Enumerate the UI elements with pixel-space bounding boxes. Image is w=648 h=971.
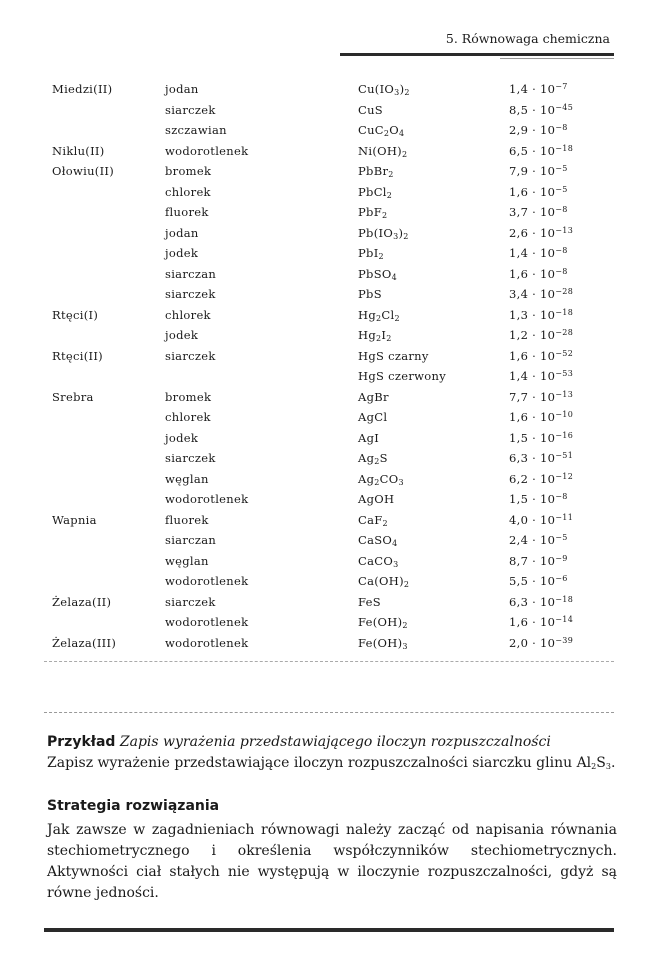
cell-formula: $Cu(IO_3)_2$ [358, 82, 410, 97]
cell-formula: PbCl$_2$ [358, 184, 393, 200]
cell-ksp: $6,3 \cdot 10^{-51}$ [509, 451, 574, 465]
cell-anion: siarczek [165, 594, 216, 609]
table-row [52, 492, 622, 513]
cell-formula: CaSO$_4$ [358, 533, 398, 548]
table-row [52, 287, 622, 308]
cell-formula: CaF$_2$ [358, 512, 388, 528]
table-row [52, 164, 622, 185]
cell-ksp: $1,6 \cdot 10^{-8}$ [509, 266, 568, 281]
cell-ksp: $8,7 \cdot 10^{-9}$ [509, 553, 568, 568]
cell-formula: $Hg_2I_2$ [358, 328, 392, 343]
cell-ksp: $6,3 \cdot 10^{-18}$ [509, 594, 574, 609]
cell-anion: wodorotlenek [165, 143, 249, 158]
cell-metal: Ołowiu(II) [52, 164, 115, 178]
table-row [52, 615, 622, 636]
table-row [52, 205, 622, 226]
cell-formula: PbS [358, 287, 382, 301]
strategy-body: Jak zawsze w zagadnieniach równowagi należy zacząć od napisania równania stechiometrycznego i określenia współczynników stechiometrycznych. Aktywności ciał stałych nie występują w iloczynie rozpuszczalności, gdyż są równe jedności. [47, 822, 617, 901]
cell-anion: bromek [165, 389, 212, 404]
cell-metal: Żelaza(III) [52, 635, 117, 650]
running-header: 5. Równowaga chemiczna [445, 31, 610, 46]
cell-formula: $Ni(OH)_2$ [358, 143, 408, 159]
cell-ksp: $1,6 \cdot 10^{-14}$ [509, 615, 574, 629]
cell-anion: wodorotlenek [165, 574, 249, 588]
cell-formula: PbF$_2$ [358, 205, 388, 220]
cell-anion: bromek [165, 164, 212, 178]
cell-anion: wodorotlenek [165, 635, 249, 650]
table-row [52, 533, 622, 554]
cell-anion: wodorotlenek [165, 615, 249, 629]
cell-ksp: $1,4 \cdot 10^{-8}$ [509, 246, 568, 260]
cell-formula: HgS czerwony [358, 369, 446, 383]
cell-ksp: $2,0 \cdot 10^{-39}$ [509, 635, 574, 650]
table-row [52, 226, 622, 247]
cell-formula: $Hg_2Cl_2$ [358, 307, 400, 323]
cell-formula: $Ag_2CO_3$ [358, 471, 404, 487]
cell-ksp: $7,9 \cdot 10^{-5}$ [509, 164, 568, 178]
cell-anion: chlorek [165, 410, 211, 424]
cell-formula: FeS [358, 594, 381, 609]
table-row [52, 328, 622, 349]
cell-anion: siarczek [165, 451, 216, 465]
table-row [52, 308, 622, 329]
table-row [52, 410, 622, 431]
table-row [52, 82, 622, 103]
table-row [52, 144, 622, 165]
cell-ksp: $2,4 \cdot 10^{-5}$ [509, 533, 568, 547]
cell-formula: AgI [358, 430, 380, 445]
cell-formula: $Fe(OH)_2$ [358, 615, 408, 630]
cell-ksp: $6,5 \cdot 10^{-18}$ [509, 143, 574, 158]
cell-ksp: $3,4 \cdot 10^{-28}$ [509, 287, 574, 301]
cell-ksp: $1,6 \cdot 10^{-10}$ [509, 410, 574, 424]
strategy-heading: Strategia rozwiązania [47, 798, 220, 814]
cell-ksp: $1,6 \cdot 10^{-52}$ [509, 348, 574, 363]
cell-formula: AgCl [358, 410, 388, 424]
cell-ksp: $1,5 \cdot 10^{-16}$ [509, 430, 574, 445]
cell-ksp: $5,5 \cdot 10^{-6}$ [509, 574, 568, 588]
cell-formula: PbI$_2$ [358, 246, 384, 261]
cell-metal: Rtęci(II) [52, 348, 103, 363]
example-task: Zapisz wyrażenie przedstawiające iloczyn rozpuszczalności siarczku glinu $Al_2S_3$. [47, 755, 616, 771]
cell-formula: $Fe(OH)_3$ [358, 635, 408, 651]
cell-anion: chlorek [165, 307, 211, 322]
cell-formula: AgOH [358, 492, 395, 506]
table-row [52, 390, 622, 411]
table-row [52, 595, 622, 616]
header-rule-thin [500, 58, 614, 59]
table-bottom-divider [44, 661, 614, 662]
cell-ksp: $3,7 \cdot 10^{-8}$ [509, 205, 568, 219]
cell-formula: CaCO$_3$ [358, 553, 399, 569]
cell-ksp: $1,4 \cdot 10^{-53}$ [509, 369, 574, 383]
cell-anion: jodek [165, 328, 199, 342]
table-row [52, 246, 622, 267]
cell-formula: $CuC_2O_4$ [358, 123, 405, 138]
cell-metal: Żelaza(II) [52, 594, 112, 609]
cell-anion: chlorek [165, 184, 211, 199]
example-title: Zapis wyrażenia przedstawiającego iloczyn rozpuszczalności [119, 734, 551, 750]
cell-ksp: $1,4 \cdot 10^{-7}$ [509, 82, 568, 96]
cell-ksp: $2,9 \cdot 10^{-8}$ [509, 123, 568, 137]
cell-anion: siarczek [165, 348, 216, 363]
table-row [52, 574, 622, 595]
cell-metal: Rtęci(I) [52, 307, 99, 322]
cell-formula: PbSO$_4$ [358, 266, 397, 282]
cell-ksp: $7,7 \cdot 10^{-13}$ [509, 389, 574, 404]
cell-formula: $Ca(OH)_2$ [358, 574, 410, 589]
table-row [52, 267, 622, 288]
table-row [52, 636, 622, 657]
cell-anion: wodorotlenek [165, 492, 249, 506]
cell-anion: fluorek [165, 205, 209, 219]
cell-anion: jodek [165, 246, 199, 260]
cell-ksp: $6,2 \cdot 10^{-12}$ [509, 471, 574, 486]
cell-anion: siarczek [165, 102, 216, 117]
cell-ksp: $1,5 \cdot 10^{-8}$ [509, 492, 568, 506]
table-row [52, 103, 622, 124]
table-row [52, 513, 622, 534]
strategy-block [47, 798, 617, 904]
cell-ksp: $2,6 \cdot 10^{-13}$ [509, 225, 574, 240]
cell-formula: AgBr [358, 389, 389, 404]
cell-anion: siarczan [165, 266, 217, 281]
example-block [47, 732, 617, 777]
cell-metal: Niklu(II) [52, 143, 105, 158]
cell-anion: węglan [165, 471, 209, 486]
cell-ksp: $4,0 \cdot 10^{-11}$ [509, 512, 574, 527]
example-label: Przykład [47, 734, 116, 750]
cell-anion: fluorek [165, 512, 209, 527]
table-row [52, 185, 622, 206]
cell-anion: siarczan [165, 533, 217, 547]
cell-metal: Miedzi(II) [52, 82, 113, 96]
cell-anion: jodan [165, 225, 199, 240]
table-row [52, 554, 622, 575]
table-row [52, 451, 622, 472]
footer-rule [44, 928, 614, 932]
table-row [52, 369, 622, 390]
table-row [52, 349, 622, 370]
header-rule [340, 53, 614, 56]
cell-formula: HgS czarny [358, 348, 429, 363]
cell-metal: Srebra [52, 389, 94, 404]
cell-ksp: $8,5 \cdot 10^{-45}$ [509, 102, 574, 117]
table-row [52, 472, 622, 493]
table-row [52, 123, 622, 144]
cell-anion: węglan [165, 553, 209, 568]
section-divider [44, 712, 614, 713]
cell-formula: $Pb(IO_3)_2$ [358, 225, 409, 241]
cell-ksp: $1,2 \cdot 10^{-28}$ [509, 328, 574, 342]
cell-metal: Wapnia [52, 512, 97, 527]
cell-anion: jodan [165, 82, 199, 96]
cell-formula: CuS [358, 102, 383, 117]
table-row [52, 431, 622, 452]
cell-anion: szczawian [165, 123, 227, 137]
cell-ksp: $1,3 \cdot 10^{-18}$ [509, 307, 574, 322]
solubility-product-table [52, 82, 622, 656]
cell-formula: PbBr$_2$ [358, 164, 394, 179]
cell-anion: siarczek [165, 287, 216, 301]
cell-ksp: $1,6 \cdot 10^{-5}$ [509, 184, 568, 199]
cell-formula: $Ag_2S$ [358, 451, 388, 466]
cell-anion: jodek [165, 430, 199, 445]
